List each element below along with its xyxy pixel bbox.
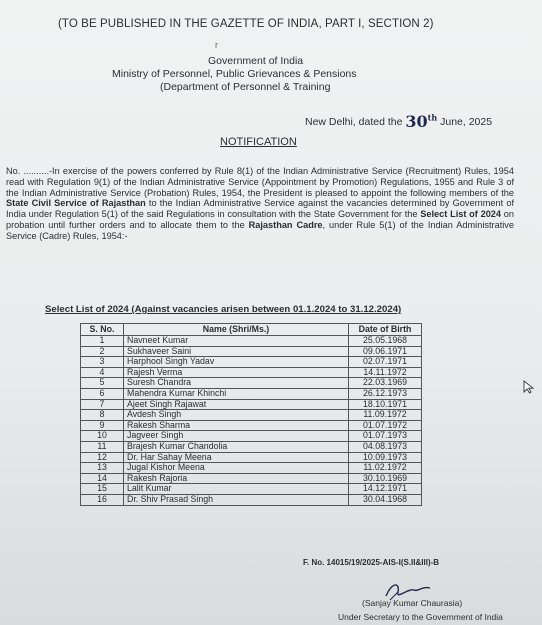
row-dob: 01.07.1972 bbox=[349, 420, 422, 431]
row-sno: 5 bbox=[81, 378, 124, 389]
body-text-3: on probation until further orders and to allocate them to the bbox=[6, 209, 514, 230]
body-bold-3: Rajasthan Cadre bbox=[248, 219, 323, 230]
table-row bbox=[81, 336, 422, 347]
select-list-table bbox=[80, 323, 422, 506]
row-name: Harphool Singh Yadav bbox=[124, 357, 349, 368]
select-list-heading: Select List of 2024 (Against vacancies arisen between 01.1.2024 to 31.12.2024) bbox=[45, 304, 402, 315]
row-name: Lalit Kumar bbox=[124, 484, 349, 495]
row-sno: 1 bbox=[81, 336, 124, 347]
row-name: Brajesh Kumar Chandolia bbox=[124, 441, 349, 452]
row-sno: 7 bbox=[81, 399, 124, 410]
day-suffix: th bbox=[427, 112, 438, 123]
table-row bbox=[81, 494, 422, 505]
mouse-pointer-icon bbox=[523, 380, 535, 394]
row-dob: 14.11.1972 bbox=[349, 367, 422, 378]
notification-title: NOTIFICATION bbox=[220, 136, 297, 148]
row-dob: 18.10.1971 bbox=[349, 399, 422, 410]
department-line: (Department of Personnel & Training bbox=[160, 81, 331, 93]
table-row bbox=[81, 463, 422, 474]
row-name: Dr. Har Sahay Meena bbox=[124, 452, 349, 463]
row-dob: 09.06.1971 bbox=[349, 346, 422, 357]
signatory-name: (Sanjay Kumar Chaurasia) bbox=[362, 598, 463, 608]
row-name: Jagveer Singh bbox=[124, 431, 349, 442]
table-row bbox=[81, 346, 422, 357]
row-name: Jugal Kishor Meena bbox=[124, 463, 349, 474]
row-dob: 11.09.1972 bbox=[349, 410, 422, 421]
table-row bbox=[81, 441, 422, 452]
table-row bbox=[81, 473, 422, 484]
gazette-heading: (TO BE PUBLISHED IN THE GAZETTE OF INDIA, PART I, SECTION 2) bbox=[58, 18, 434, 30]
table-row bbox=[81, 420, 422, 431]
row-name: Rakesh Sharma bbox=[124, 420, 349, 431]
row-sno: 10 bbox=[81, 431, 124, 442]
table-row bbox=[81, 357, 422, 368]
body-text-2: to the Indian Administrative Service against the vacancies determined by Government of India under Regulation 5(1) of the said Regulations in consultation with the State Government for the bbox=[6, 198, 514, 220]
date-prefix: New Delhi, dated the bbox=[305, 116, 403, 128]
date-line bbox=[305, 110, 492, 129]
row-name: Mahendra Kumar Khinchi bbox=[124, 388, 349, 399]
row-dob: 30.04.1968 bbox=[349, 494, 422, 505]
row-dob: 11.02.1972 bbox=[349, 463, 422, 474]
row-name: Rajesh Verma bbox=[124, 367, 349, 378]
row-dob: 04.08.1973 bbox=[349, 441, 422, 452]
table-row bbox=[81, 410, 422, 421]
row-sno: 4 bbox=[81, 367, 124, 378]
date-month-year: June, 2025 bbox=[440, 116, 493, 128]
row-name: Navneet Kumar bbox=[124, 336, 349, 347]
table-row bbox=[81, 378, 422, 389]
row-dob: 22.03.1969 bbox=[349, 378, 422, 389]
ministry-line: Ministry of Personnel, Public Grievances & Pensions bbox=[112, 68, 357, 80]
row-sno: 6 bbox=[81, 388, 124, 399]
table-row bbox=[81, 388, 422, 399]
row-sno: 14 bbox=[81, 473, 124, 484]
body-text-4: , under Rule 5(1) of the Indian Administrative Service (Cadre) Rules, 1954:- bbox=[6, 219, 514, 241]
row-dob: 01.07.1973 bbox=[349, 431, 422, 442]
row-sno: 9 bbox=[81, 420, 124, 431]
row-dob: 02.07.1971 bbox=[349, 357, 422, 368]
table-header-row bbox=[81, 324, 422, 336]
row-sno: 2 bbox=[81, 346, 124, 357]
row-sno: 16 bbox=[81, 494, 124, 505]
body-text-1: No. ..........-In exercise of the powers conferred by Rule 8(1) of the Indian Administrative Service (Recruitment) Rules, 1954 read with Regulation 9(1) of the Indian Administrative Service (Appointment by Promotion) Regulations, 1955 and Rule 3 of the Indian Administrative Service (Probation) Rules, 1954, the President is pleased to appoint the following members of the bbox=[6, 166, 514, 198]
row-sno: 13 bbox=[81, 463, 124, 474]
table-row bbox=[81, 452, 422, 463]
row-name: Dr. Shiv Prasad Singh bbox=[124, 494, 349, 505]
row-sno: 8 bbox=[81, 410, 124, 421]
tick-mark: r bbox=[215, 40, 218, 50]
row-dob: 26.12.1973 bbox=[349, 388, 422, 399]
body-bold-1: State Civil Service of Rajasthan bbox=[6, 198, 146, 209]
header-dob: Date of Birth bbox=[349, 324, 422, 336]
row-dob: 30.10.1969 bbox=[349, 473, 422, 484]
row-dob: 14.12.1971 bbox=[349, 484, 422, 495]
row-name: Ajeet Singh Rajawat bbox=[124, 399, 349, 410]
handwritten-day bbox=[405, 112, 437, 131]
file-number: F. No. 14015/19/2025-AIS-I(S.II&III)-B bbox=[303, 558, 440, 567]
row-sno: 12 bbox=[81, 452, 124, 463]
notification-body bbox=[6, 166, 514, 242]
row-name: Rakesh Rajoria bbox=[124, 473, 349, 484]
day-number: 30 bbox=[405, 112, 428, 131]
row-sno: 11 bbox=[81, 441, 124, 452]
table-row bbox=[81, 484, 422, 495]
header-sno: S. No. bbox=[81, 324, 124, 336]
government-line: Government of India bbox=[208, 55, 304, 67]
signatory-designation: Under Secretary to the Government of India bbox=[338, 612, 503, 622]
row-dob: 25.05.1968 bbox=[349, 336, 422, 347]
header-name: Name (Shri/Ms.) bbox=[124, 324, 349, 336]
table-row bbox=[81, 431, 422, 442]
row-name: Avdesh Singh bbox=[124, 410, 349, 421]
table-row bbox=[81, 399, 422, 410]
row-sno: 3 bbox=[81, 357, 124, 368]
row-sno: 15 bbox=[81, 484, 124, 495]
table-row bbox=[81, 367, 422, 378]
row-dob: 10.09.1973 bbox=[349, 452, 422, 463]
row-name: Suresh Chandra bbox=[124, 378, 349, 389]
body-bold-2: Select List of 2024 bbox=[420, 209, 502, 220]
row-name: Sukhaveer Saini bbox=[124, 346, 349, 357]
